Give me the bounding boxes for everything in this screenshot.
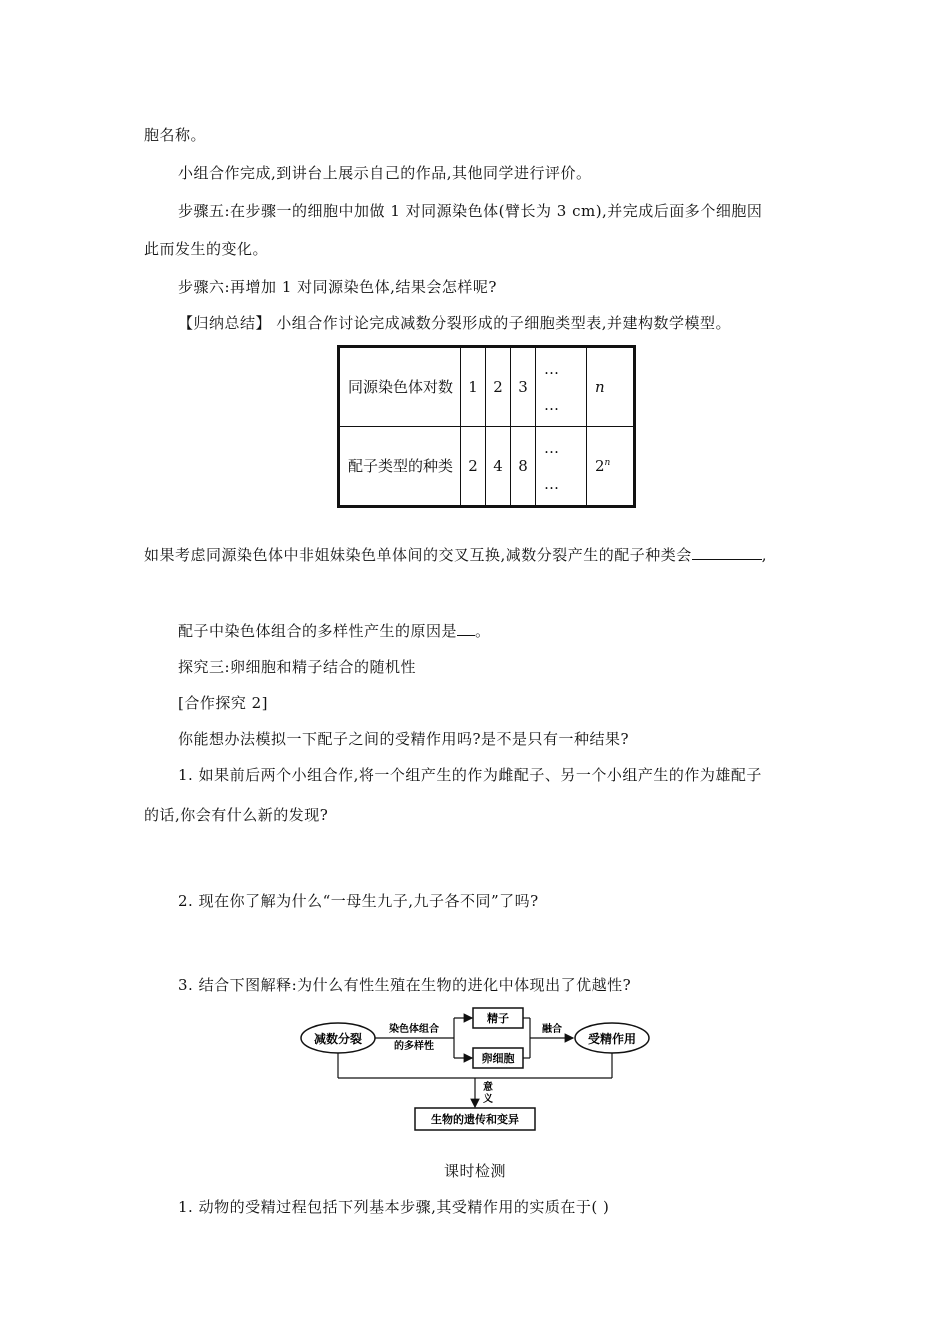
answer-blank <box>457 621 475 636</box>
table-cell <box>536 347 587 427</box>
table-cell: 2 <box>461 427 486 507</box>
text-line: 如果考虑同源染色体中非姐妹染色单体间的交叉互换,减数分裂产生的配子种类会 , <box>144 546 768 564</box>
meiosis-label: 减数分裂 <box>313 1032 363 1046</box>
significance-label-1: 意 <box>483 1082 493 1093</box>
power-base: 2 <box>595 457 605 475</box>
summary-heading: 【归纳总结】 小组合作讨论完成减数分裂形成的子细胞类型表,并建构数学模型。 <box>178 314 732 332</box>
diversity-label-2: 的多样性 <box>394 1041 434 1052</box>
text-line: 配子中染色体组合的多样性产生的原因是 。 <box>178 622 491 640</box>
diversity-label-1: 染色体组合 <box>389 1024 439 1035</box>
row-header: 同源染色体对数 <box>339 347 461 427</box>
power-exponent: n <box>604 458 611 468</box>
question: 3. 结合下图解释:为什么有性生殖在生物的进化中体现出了优越性? <box>178 976 632 994</box>
significance-label-2: 义 <box>483 1094 493 1105</box>
answer-blank <box>692 545 762 560</box>
result-label: 生物的遗传和变异 <box>431 1113 519 1126</box>
fertilization-diagram <box>290 1000 670 1135</box>
fusion-label: 融合 <box>542 1024 562 1035</box>
table-cell: n <box>587 347 635 427</box>
text-line: 你能想办法模拟一下配子之间的受精作用吗?是不是只有一种结果? <box>178 730 630 748</box>
table-row <box>339 347 635 427</box>
text-line: 小组合作完成,到讲台上展示自己的作品,其他同学进行评价。 <box>178 164 592 182</box>
fertilization-label: 受精作用 <box>587 1032 637 1046</box>
table-cell: 1 <box>461 347 486 427</box>
row-header: 配子类型的种类 <box>339 427 461 507</box>
sperm-label: 精子 <box>487 1012 509 1025</box>
text-line: 步骤五:在步骤一的细胞中加做 1 对同源染色体(臂长为 3 cm),并完成后面多个细胞因 <box>178 202 763 220</box>
ellipsis: … <box>544 360 559 378</box>
text-line: 步骤六:再增加 1 对同源染色体,结果会怎样呢? <box>178 278 497 296</box>
table-cell: 3 <box>511 347 536 427</box>
table-cell: 4 <box>486 427 511 507</box>
text-line: 胞名称。 <box>144 126 207 144</box>
question: 1. 动物的受精过程包括下列基本步骤,其受精作用的实质在于( ) <box>178 1198 610 1216</box>
ellipsis: … <box>544 396 559 414</box>
table-row <box>339 427 635 507</box>
ellipsis: … <box>544 475 559 493</box>
question: 1. 如果前后两个小组合作,将一个组产生的作为雌配子、另一个小组产生的作为雄配子 <box>178 766 762 784</box>
section-heading: 探究三:卵细胞和精子结合的随机性 <box>178 658 417 676</box>
table-cell: 2 <box>486 347 511 427</box>
section-title: 课时检测 <box>444 1162 507 1180</box>
question: 的话,你会有什么新的发现? <box>144 806 329 824</box>
ellipsis: … <box>544 439 559 457</box>
gamete-type-table <box>337 345 636 508</box>
section-heading: [合作探究 2] <box>178 694 269 712</box>
question: 2. 现在你了解为什么“一母生九子,九子各不同”了吗? <box>178 892 539 910</box>
table-cell <box>536 427 587 507</box>
table-cell <box>587 427 635 507</box>
text-line: 此而发生的变化。 <box>144 240 269 258</box>
egg-label: 卵细胞 <box>481 1052 515 1065</box>
table-cell: 8 <box>511 427 536 507</box>
